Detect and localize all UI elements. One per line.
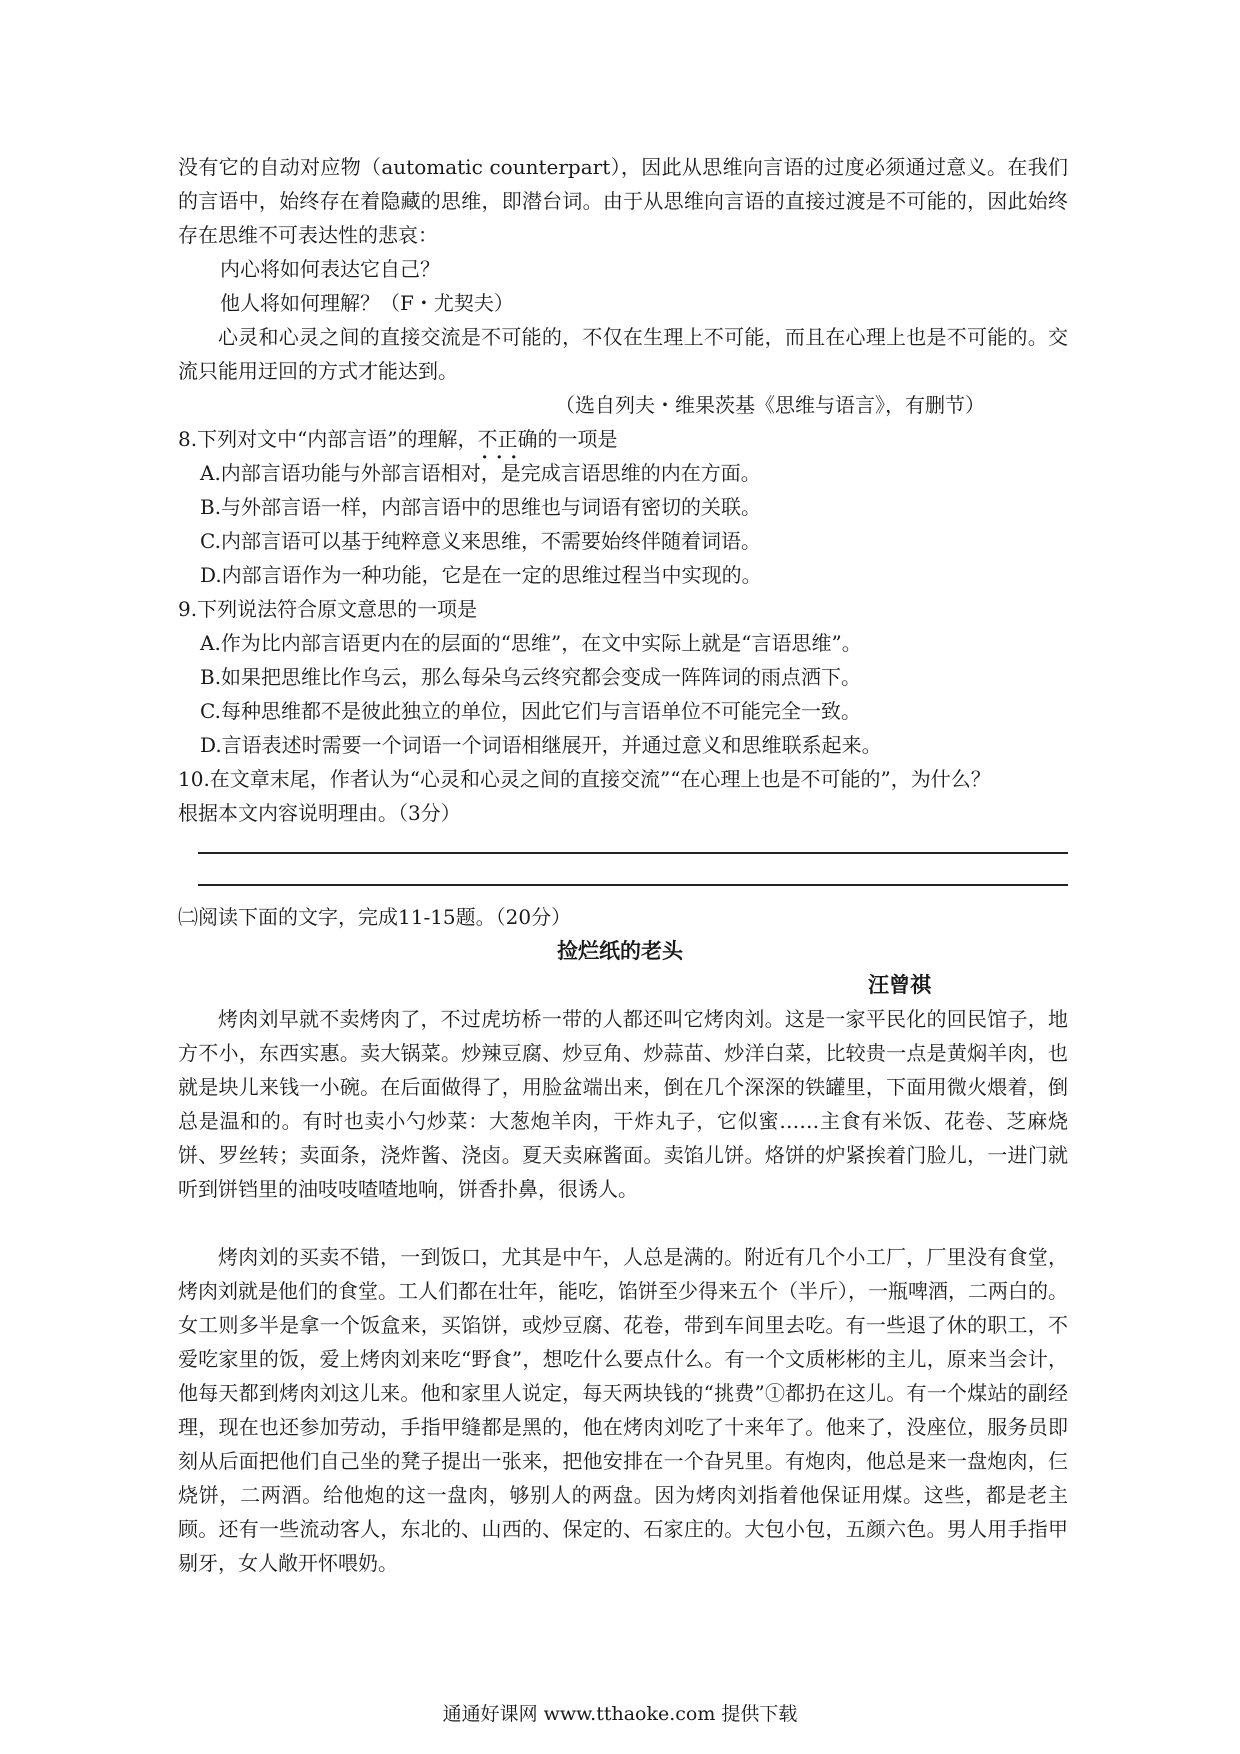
- question-10-stem-line-2: 根据本文内容说明理由。（3分）: [178, 801, 461, 825]
- question-9-option-d: D.言语表述时需要一个词语一个词语相继展开，并通过意义和思维联系起来。: [200, 733, 882, 757]
- question-8-option-d: D.内部言语作为一种功能，它是在一定的思维过程当中实现的。: [200, 563, 762, 587]
- quote-line-1: 内心将如何表达它自己？: [220, 257, 440, 281]
- answer-line-2: [198, 884, 1068, 886]
- passage-source: （选自列夫・维果茨基《思维与语言》，有删节）: [555, 393, 985, 417]
- page-footer: 通通好课网 www.tthaoke.com 提供下载: [442, 1703, 798, 1725]
- question-8-stem: [178, 422, 618, 456]
- quote-line-2: 他人将如何理解？（F・尤契夫）: [220, 291, 514, 315]
- article-title: 捡烂纸的老头: [557, 938, 683, 963]
- question-8-option-c: C.内部言语可以基于纯粹意义来思维，不需要始终伴随着词语。: [200, 529, 761, 553]
- answer-line-1: [198, 852, 1068, 854]
- question-8-stem-start: 8.下列对文中“内部言语”的理解，: [178, 427, 478, 451]
- passage-paragraph-end: 心灵和心灵之间的直接交流是不可能的，不仅在生理上不可能，而且在心理上也是不可能的。交流只能用迂回的方式才能达到。: [178, 325, 1068, 383]
- question-10-stem-line-1: 10.在文章末尾，作者认为“心灵和心灵之间的直接交流”“在心理上也是不可能的”，为什么？: [178, 767, 991, 791]
- section-2-heading: ㈡阅读下面的文字，完成11-15题。（20分）: [178, 905, 572, 929]
- question-8-option-b: B.与外部言语一样，内部言语中的思维也与词语有密切的关联。: [200, 495, 762, 519]
- question-9-option-c: C.每种思维都不是彼此独立的单位，因此它们与言语单位不可能完全一致。: [200, 699, 861, 723]
- passage-paragraph-continued: 没有它的自动对应物（automatic counterpart），因此从思维向言语的过度必须通过意义。在我们的言语中，始终存在着隐藏的思维，即潜台词。由于从思维向言语的直接过渡是不可能的，因此始终存在思维不可表达性的悲哀：: [178, 155, 1068, 247]
- question-9-option-a: A.作为比内部言语更内在的层面的“思维”，在文中实际上就是“言语思维”。: [200, 631, 862, 655]
- question-8-stem-end: 的一项是: [537, 427, 618, 451]
- article-author: 汪曾祺: [868, 972, 931, 997]
- question-9-option-b: B.如果把思维比作乌云，那么每朵乌云终究都会变成一阵阵词的雨点洒下。: [200, 665, 862, 689]
- question-9-stem: 9.下列说法符合原文意思的一项是: [178, 597, 478, 621]
- question-8-option-a: A.内部言语功能与外部言语相对，是完成言语思维的内在方面。: [200, 461, 761, 485]
- question-8-emphasis: 不正确 · · ·: [478, 427, 538, 451]
- article-paragraph-1: 烤肉刘早就不卖烤肉了，不过虎坊桥一带的人都还叫它烤肉刘。这是一家平民化的回民馆子，地方不小，东西实惠。卖大锅菜。炒辣豆腐、炒豆角、炒蒜苗、炒洋白菜，比较贵一点是黄焖羊肉，也就是块儿来钱一小碗。在后面做得了，用脸盆端出来，倒在几个深深的铁罐里，下面用微火煨着，倒总是温和的。有时也卖小勺炒菜：大葱炮羊肉，干炸丸子，它似蜜……主食有米饭、花卷、芝麻烧饼、罗丝转；卖面条，浇炸酱、浇卤。夏天卖麻酱面。卖馅儿饼。烙饼的炉紧挨着门脸儿，一进门就听到饼铛里的油吱吱喳喳地响，饼香扑鼻，很诱人。: [178, 1007, 1068, 1201]
- article-paragraph-2: 烤肉刘的买卖不错，一到饭口，尤其是中午，人总是满的。附近有几个小工厂，厂里没有食堂，烤肉刘就是他们的食堂。工人们都在壮年，能吃，馅饼至少得来五个（半斤），一瓶啤酒，二两白的。女工则多半是拿一个饭盒来，买馅饼，或炒豆腐、花卷，带到车间里去吃。有一些退了休的职工，不爱吃家里的饭，爱上烤肉刘来吃“野食”，想吃什么要点什么。有一个文质彬彬的主儿，原来当会计，他每天都到烤肉刘这儿来。他和家里人说定，每天两块钱的“挑费”①都扔在这儿。有一个煤站的副经理，现在也还参加劳动，手指甲缝都是黑的，他在烤肉刘吃了十来年了。他来了，没座位，服务员即刻从后面把他们自己坐的凳子提出一张来，把他安排在一个旮旯里。有炮肉，他总是来一盘炮肉，仨烧饼，二两酒。给他炮的这一盘肉，够别人的两盘。因为烤肉刘指着他保证用煤。这些，都是老主顾。还有一些流动客人，东北的、山西的、保定的、石家庄的。大包小包，五颜六色。男人用手指甲剔牙，女人敞开怀喂奶。: [178, 1245, 1068, 1575]
